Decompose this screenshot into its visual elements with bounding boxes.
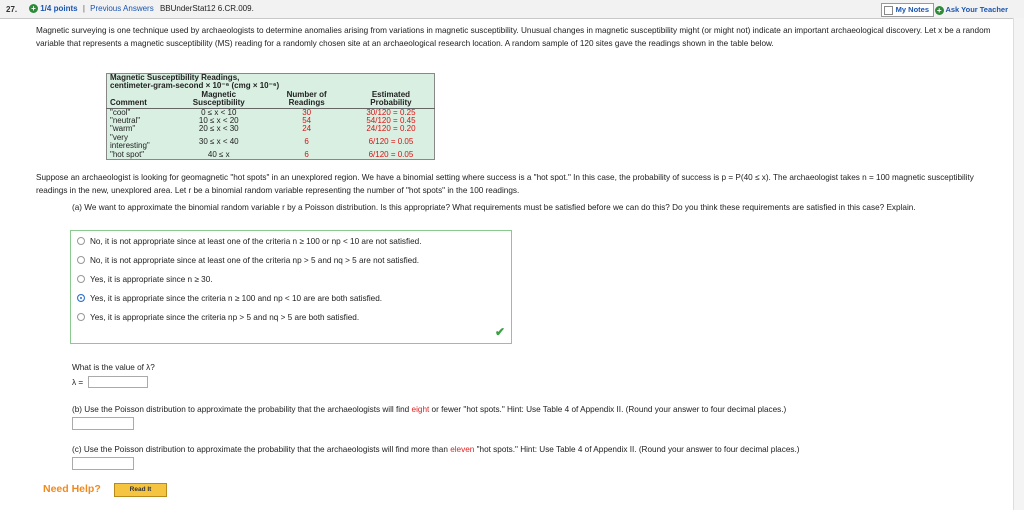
col-readings: Number of Readings: [265, 91, 347, 108]
radio-2[interactable]: [77, 256, 85, 264]
option-label: Yes, it is appropriate since n ≥ 30.: [90, 274, 213, 284]
part-c-highlight: eleven: [450, 445, 475, 454]
option-label: Yes, it is appropriate since the criteria n ≥ 100 and np < 10 are are both satisfied.: [90, 293, 383, 303]
cell-count: 30: [302, 107, 312, 117]
table-title: Magnetic Susceptibility Readings,: [110, 73, 240, 82]
cell-range: 20 ≤ x < 30: [198, 124, 239, 134]
part-b-text: (b) Use the Poisson distribution to approximate the probability that the archaeologists will find: [72, 405, 412, 414]
question-header: [0, 0, 1024, 19]
part-c-prompt: [72, 445, 1002, 454]
part-c-input[interactable]: [72, 457, 134, 470]
my-notes-button[interactable]: [881, 3, 934, 17]
answer-options: [70, 230, 512, 344]
ask-teacher-label: Ask Your Teacher: [945, 5, 1008, 14]
question-number: 27.: [6, 5, 18, 14]
cell-prob: 6/120 = 0.05: [368, 137, 414, 147]
cell-range: 40 ≤ x: [207, 149, 230, 159]
cell-comment: "very interesting": [110, 132, 150, 151]
part-c-text: (c) Use the Poisson distribution to approximate the probability that the archaeologists will find more than: [72, 445, 451, 454]
intro-text: Magnetic surveying is one technique used by archaeologists to determine anomalies arising from variations in magnetic susceptibility. Unusual changes in magnetic susceptibility might (or might not) indicate an important archaeological discovery. Let x be a random variable that represents a magnetic susceptibility (MS) reading for a randomly chosen site at an archaeological research location. A random sample of 120 sites gave the readings shown in the table below.: [36, 26, 991, 49]
cell-comment: "neutral": [110, 116, 141, 126]
previous-answers-link[interactable]: Previous Answers: [90, 4, 154, 13]
susceptibility-table: [106, 73, 435, 160]
part-b-prompt: [72, 405, 1002, 414]
option-label: No, it is not appropriate since at least one of the criteria np > 5 and nq > 5 are not satisfied.: [90, 255, 420, 265]
option-label: Yes, it is appropriate since the criteria np > 5 and nq > 5 are both satisfied.: [90, 312, 360, 322]
radio-5[interactable]: [77, 313, 85, 321]
radio-4-selected[interactable]: [77, 294, 85, 302]
lambda-input[interactable]: [88, 376, 148, 388]
points-area: [29, 4, 254, 13]
option-2[interactable]: [77, 254, 419, 266]
my-notes-label: My Notes: [895, 5, 929, 14]
plus-icon: +: [935, 6, 944, 15]
option-1[interactable]: [77, 235, 422, 247]
cell-comment: "warm": [110, 124, 136, 134]
part-b-text-end: or fewer "hot spots." Hint: Use Table 4 of Appendix II. (Round your answer to four decimal places.): [429, 405, 787, 414]
table-subtitle: centimeter-gram-second × 10⁻⁶ (cmg × 10⁻⁶): [110, 81, 280, 91]
cell-prob: 30/120 = 0.25: [366, 107, 416, 117]
lambda-label: λ =: [72, 377, 84, 387]
part-c-text-end: "hot spots." Hint: Use Table 4 of Appendix II. (Round your answer to four decimal places.): [474, 445, 800, 454]
correct-check-icon: ✔: [494, 325, 505, 339]
points-link[interactable]: 1/4 points: [40, 4, 78, 13]
cell-count: 6: [304, 149, 309, 159]
col-probability: Estimated Probability: [348, 91, 435, 108]
cell-count: 54: [302, 116, 312, 126]
cell-prob: 6/120 = 0.05: [368, 149, 414, 159]
setup-text: Suppose an archaeologist is looking for geomagnetic "hot spots" in an unexplored region. We have a binomial setting where success is a "hot spot." In this case, the probability of success is p = P(40 ≤ x). The archaeologist takes n = 100 magnetic susceptibility readings in the new, unexplored area. Let r be a binomial random variable representing the number of "hot spots" in the 100 readings.: [36, 173, 974, 195]
cell-count: 6: [304, 137, 309, 147]
option-4[interactable]: [77, 292, 382, 304]
scrollbar[interactable]: [1013, 18, 1024, 510]
header-separator: |: [82, 4, 85, 13]
option-label: No, it is not appropriate since at least one of the criteria n ≥ 100 or np < 10 are not satisfied.: [90, 236, 422, 246]
cell-count: 24: [302, 124, 312, 134]
radio-1[interactable]: [77, 237, 85, 245]
notes-checkbox-icon: [884, 6, 893, 15]
lambda-question: What is the value of λ?: [72, 363, 155, 372]
question-id: BBUnderStat12 6.CR.009.: [159, 4, 254, 13]
cell-range: 30 ≤ x < 40: [198, 137, 239, 147]
need-help-label: Need Help?: [43, 483, 101, 495]
part-a-prompt: (a) We want to approximate the binomial random variable r by a Poisson distribution. Is this appropriate? What requirements must be satisfied before we can do this? Do you think these requirements are satisfied in this case? Explain.: [72, 203, 916, 212]
option-5[interactable]: [77, 311, 359, 323]
cell-range: 10 ≤ x < 20: [198, 116, 239, 126]
expand-plus-icon[interactable]: +: [29, 4, 38, 13]
read-it-button[interactable]: Read It: [114, 483, 167, 497]
lambda-row: [72, 376, 148, 388]
col-comment: Comment: [107, 91, 173, 108]
table-row: [107, 134, 435, 151]
ask-teacher-link[interactable]: [935, 5, 1008, 15]
cell-comment: "hot spot": [110, 149, 145, 159]
cell-prob: 24/120 = 0.20: [366, 124, 416, 134]
radio-3[interactable]: [77, 275, 85, 283]
table-row: [107, 125, 435, 133]
col-susceptibility: Magnetic Susceptibility: [172, 91, 265, 108]
cell-range: 0 ≤ x < 10: [201, 107, 237, 117]
cell-comment: "cool": [110, 107, 131, 117]
cell-prob: 54/120 = 0.45: [366, 116, 416, 126]
table-row: [107, 151, 435, 160]
part-b-highlight: eight: [411, 405, 430, 414]
option-3[interactable]: [77, 273, 213, 285]
question-body: [36, 24, 996, 50]
part-b-input[interactable]: [72, 417, 134, 430]
